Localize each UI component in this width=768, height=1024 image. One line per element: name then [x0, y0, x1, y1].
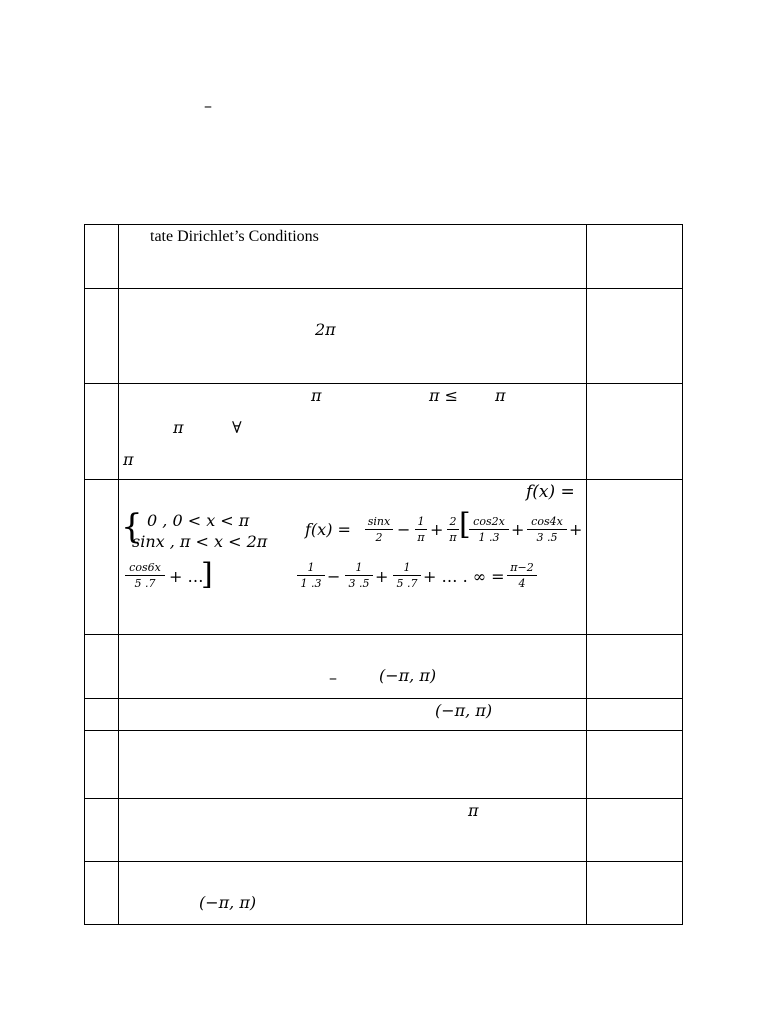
table-row	[85, 480, 683, 635]
operator: +	[430, 520, 444, 539]
table-row	[85, 635, 683, 699]
marks-cell	[587, 699, 683, 731]
piecewise-case-2: sinx , π < x < 2π	[132, 532, 268, 551]
math-fragment: ∀	[232, 418, 242, 437]
numerator: 1	[417, 515, 425, 528]
numerator: 2	[449, 515, 457, 528]
question-cell	[119, 635, 587, 699]
math-fragment: π	[173, 418, 184, 437]
operator: +	[569, 520, 583, 539]
denominator: 5 .7	[134, 577, 156, 590]
denominator: 3 .5	[536, 531, 558, 544]
denominator: 1 .3	[300, 577, 322, 590]
header-dash: –	[204, 96, 212, 115]
denominator: 1 .3	[478, 531, 500, 544]
numerator: sinx	[367, 515, 391, 528]
question-cell	[119, 225, 587, 289]
table-row	[85, 384, 683, 480]
denominator: π	[449, 531, 457, 544]
numerator: 1	[403, 561, 411, 574]
denominator: 5 .7	[396, 577, 418, 590]
question-number-cell	[85, 731, 119, 799]
denominator: 2	[375, 531, 383, 544]
marks-cell	[587, 635, 683, 699]
math-fragment: 2π	[315, 320, 336, 339]
question-number-cell	[85, 384, 119, 480]
question-cell	[119, 289, 587, 384]
question-number-cell	[85, 480, 119, 635]
fraction	[507, 562, 537, 589]
series-tail: + … . ∞ =	[423, 567, 505, 586]
fraction	[393, 562, 421, 589]
marks-cell	[587, 384, 683, 480]
interval: (−π, π)	[379, 666, 437, 685]
fraction	[469, 516, 509, 543]
math-fragment: π	[123, 450, 134, 469]
fraction	[365, 516, 393, 543]
left-brace: {	[121, 507, 143, 547]
numerator: cos4x	[531, 515, 563, 528]
question-cell	[119, 480, 587, 635]
question-number-cell	[85, 799, 119, 862]
table-row	[85, 225, 683, 289]
numerator: 1	[355, 561, 363, 574]
question-cell	[119, 699, 587, 731]
operator: +	[511, 520, 525, 539]
question-number-cell	[85, 862, 119, 925]
table-row	[85, 799, 683, 862]
table-row	[85, 289, 683, 384]
numerator: π−2	[510, 561, 534, 574]
series-tail: + …	[169, 567, 204, 586]
math-fragment: π ≤	[429, 386, 459, 405]
fraction	[415, 516, 427, 543]
operator: +	[375, 567, 389, 586]
question-number-cell	[85, 635, 119, 699]
interval: (−π, π)	[435, 701, 493, 720]
math-fragment: π	[468, 801, 479, 820]
question-text: tate Dirichlet’s Conditions	[150, 228, 319, 245]
denominator: 4	[518, 577, 526, 590]
fx-equals: f(x) =	[305, 520, 351, 539]
question-table	[84, 224, 683, 925]
marks-cell	[587, 225, 683, 289]
question-cell	[119, 862, 587, 925]
question-cell	[119, 799, 587, 862]
fraction	[345, 562, 373, 589]
fraction	[125, 562, 165, 589]
marks-cell	[587, 731, 683, 799]
math-fragment: π	[311, 386, 322, 405]
marks-cell	[587, 480, 683, 635]
numerator: cos2x	[473, 515, 505, 528]
fraction	[297, 562, 325, 589]
left-bracket: [	[459, 507, 471, 542]
piecewise-case-1: 0 , 0 < x < π	[147, 511, 250, 530]
numerator: 1	[307, 561, 315, 574]
question-number-cell	[85, 225, 119, 289]
interval: (−π, π)	[199, 893, 257, 912]
marks-cell	[587, 862, 683, 925]
fraction	[527, 516, 567, 543]
fraction	[447, 516, 459, 543]
fx-label: f(x) =	[526, 482, 575, 502]
question-number-cell	[85, 699, 119, 731]
marks-cell	[587, 799, 683, 862]
table-row	[85, 699, 683, 731]
operator: −	[327, 567, 341, 586]
math-fragment: –	[329, 668, 337, 687]
table-row	[85, 862, 683, 925]
question-number-cell	[85, 289, 119, 384]
math-fragment: π	[495, 386, 506, 405]
question-cell	[119, 384, 587, 480]
question-cell	[119, 731, 587, 799]
marks-cell	[587, 289, 683, 384]
table-row	[85, 731, 683, 799]
right-bracket: ]	[201, 557, 213, 592]
numerator: cos6x	[129, 561, 161, 574]
denominator: 3 .5	[348, 577, 370, 590]
operator: −	[397, 520, 411, 539]
denominator: π	[417, 531, 425, 544]
